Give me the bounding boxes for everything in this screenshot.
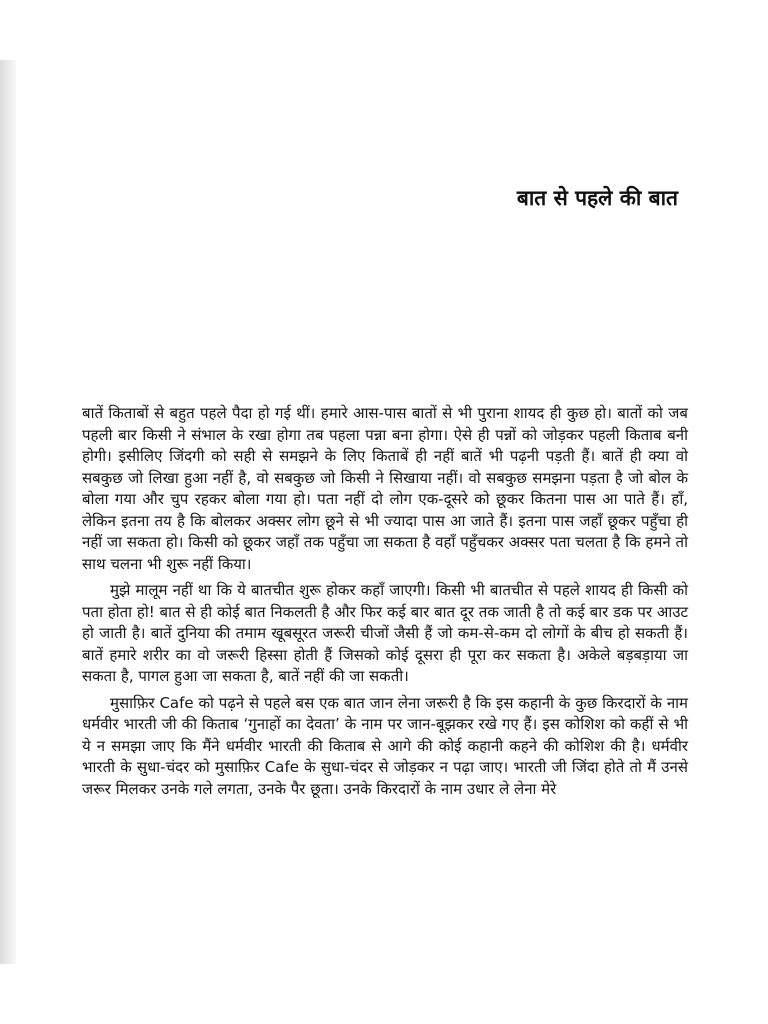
page-edge-shadow <box>0 60 16 964</box>
paragraph-1: बातें किताबों से बहुत पहले पैदा हो गई थीं। हमारे आस-पास बातों से भी पुराना शायद ही कुछ हो। बातों को जब पहली बार किसी ने संभाल के रखा होगा तब पहला पन्ना बना होगा। ऐसे ही पन्नों को जोड़कर पहली किताब बनी होगी। इसीलिए जिंदगी को सही से समझने के लिए किताबें ही नहीं बातें भी पढ़नी पड़ती हैं। बातें ही क्या वो सबकुछ जो लिखा हुआ नहीं है, वो सबकुछ जो किसी ने सिखाया नहीं। वो सबकुछ समझना पड़ता है जो बोल के बोला गया और चुप रहकर बोला गया हो। पता नहीं दो लोग एक-दूसरे को छूकर कितना पास आ पाते हैं। हाँ, लेकिन इतना तय है कि बोलकर अक्सर लोग छूने से भी ज्यादा पास आ जाते हैं। इतना पास जहाँ छूकर पहुँचा ही नहीं जा सकता हो। किसी को छूकर जहाँ तक पहुँचा जा सकता है वहाँ पहुँचकर अक्सर पता चलता है कि हमने तो साथ चलना भी शुरू नहीं किया। <box>82 404 688 573</box>
paragraph-2: मुझे मालूम नहीं था कि ये बातचीत शुरू होकर कहाँ जाएगी। किसी भी बातचीत से पहले शायद ही किसी को पता होता हो! बात से ही कोई बात निकलती है और फिर कई बार बात दूर तक जाती है तो कई बार डक पर आउट हो जाती है। बातें दुनिया की तमाम खूबसूरत जरूरी चीजों जैसी हैं जो कम-से-कम दो लोगों के बीच हो सकती हैं। बातें हमारे शरीर का वो जरूरी हिस्सा होती हैं जिसको कोई दूसरा ही पूरा कर सकता है। अकेले बड़बड़ाया जा सकता है, पागल हुआ जा सकता है, बातें नहीं की जा सकती। <box>82 581 688 685</box>
body-text <box>82 403 688 805</box>
chapter-title: बात से पहले की बात <box>516 186 678 210</box>
paragraph-3: मुसाफ़िर Cafe को पढ़ने से पहले बस एक बात जान लेना जरूरी है कि इस कहानी के कुछ किरदारों के नाम धर्मवीर भारती जी की किताब ‘गुनाहों का देवता’ के नाम पर जान-बूझकर रखे गए हैं। इस कोशिश को कहीं से भी ये न समझा जाए कि मैंने धर्मवीर भारती की किताब से आगे की कोई कहानी कहने की कोशिश की है। धर्मवीर भारती के सुधा-चंदर को मुसाफ़िर Cafe के सुधा-चंदर से जोड़कर न पढ़ा जाए। भारती जी जिंदा होते तो मैं उनसे जरूर मिलकर उनके गले लगता, उनके पैर छूता। उनके किरदारों के नाम उधार ले लेना मेरे <box>82 693 688 798</box>
